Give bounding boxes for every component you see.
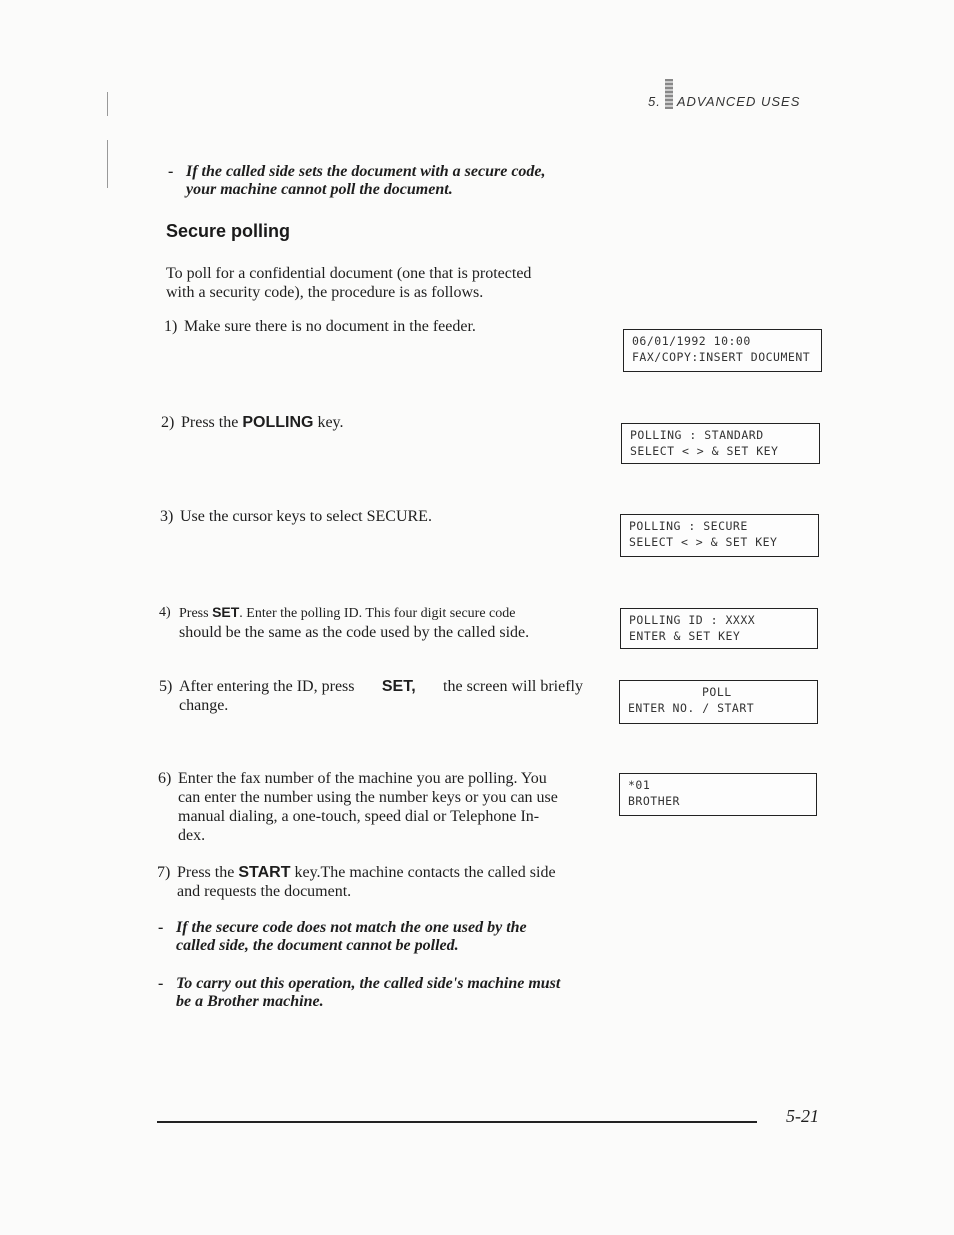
chapter-title: ADVANCED USES [676, 94, 801, 109]
lcd-line-1: *01 [628, 778, 651, 792]
note-line: If the secure code does not match the one used by the [176, 919, 527, 936]
step-number: 7) [157, 864, 171, 881]
step-7 [157, 863, 556, 901]
section-title: Secure polling [166, 221, 291, 241]
step-text-line2: change. [179, 697, 229, 714]
margin-mark [107, 140, 108, 188]
step-number: 6) [158, 770, 172, 787]
lcd-line-2: SELECT < > & SET KEY [629, 535, 778, 549]
step-4 [159, 603, 529, 642]
step-number: 5) [159, 678, 173, 695]
note-secure-code: - If the secure code does not match the one used by the called side, the document cannot be polled. [158, 919, 527, 954]
set-key-label: SET, [381, 678, 416, 695]
step-text: Use the cursor keys to select SECURE. [180, 508, 432, 525]
step-6 [158, 769, 558, 845]
step-text: After entering the ID, press [179, 678, 355, 695]
step-text: Press the [177, 864, 235, 881]
running-header [648, 94, 800, 109]
lcd-line-1: POLLING : STANDARD [630, 428, 764, 442]
lcd-line-1: POLLING : SECURE [629, 519, 748, 533]
footer-rule [157, 1121, 757, 1123]
note-line: be a Brother machine. [176, 993, 324, 1010]
page-number: 5-21 [786, 1106, 819, 1126]
lcd-display-brother [619, 773, 817, 816]
intro-line: with a security code), the procedure is as follows. [166, 284, 484, 301]
note-brother-machine: - To carry out this operation, the called side's machine must be a Brother machine. [158, 975, 561, 1010]
step-text: key.The machine contacts the called side [294, 864, 556, 881]
intro-line: To poll for a confidential document (one that is protected [166, 265, 532, 282]
step-text-line2: and requests the document. [177, 883, 352, 900]
step-text: Make sure there is no document in the feeder. [184, 318, 476, 335]
chapter-tab-marker [665, 79, 673, 109]
lcd-line-1: POLL [702, 685, 732, 699]
step-text: . Enter the polling ID. This four digit secure code [239, 606, 516, 621]
note-line: called side, the document cannot be polled. [176, 937, 459, 954]
margin-mark [107, 92, 108, 116]
note-top: - If the called side sets the document with a secure code, your machine cannot poll the document. [168, 163, 546, 198]
lcd-display-polling-id [620, 608, 818, 649]
lcd-display-poll [619, 680, 818, 724]
step-text: can enter the number using the number keys or you can use [178, 789, 558, 806]
step-5 [159, 677, 583, 715]
step-number: 4) [159, 605, 171, 620]
note-line: If the called side sets the document with a secure code, [186, 163, 546, 180]
note-line: your machine cannot poll the document. [186, 181, 453, 198]
set-key-label: SET [212, 604, 240, 620]
lcd-display-polling-secure [620, 514, 819, 557]
step-number: 3) [160, 508, 174, 525]
start-key-label: START [238, 864, 291, 881]
step-text-line2: should be the same as the code used by the called side. [179, 624, 530, 641]
polling-key-label: POLLING [242, 414, 314, 431]
step-1 [164, 317, 476, 336]
lcd-line-1: 06/01/1992 10:00 [632, 334, 751, 348]
lcd-line-1: POLLING ID : XXXX [629, 613, 756, 627]
step-text: manual dialing, a one-touch, speed dial or Telephone In- [178, 808, 540, 825]
step-number: 1) [164, 318, 178, 335]
lcd-line-2: FAX/COPY:INSERT DOCUMENT [632, 350, 811, 364]
lcd-display-polling-standard [621, 423, 820, 464]
step-3 [160, 507, 432, 526]
step-text: key. [317, 414, 344, 431]
step-2 [161, 413, 344, 432]
lcd-display-date [623, 329, 822, 372]
chapter-number: 5. [648, 94, 661, 109]
lcd-line-2: BROTHER [628, 794, 680, 808]
step-text: Press [179, 606, 209, 621]
step-text: the screen will briefly [443, 678, 583, 695]
step-text: dex. [178, 827, 206, 844]
lcd-line-2: ENTER & SET KEY [629, 629, 741, 643]
lcd-line-2: SELECT < > & SET KEY [630, 444, 779, 458]
note-line: To carry out this operation, the called side's machine must [176, 975, 561, 992]
intro-paragraph [166, 264, 531, 302]
lcd-line-2: ENTER NO. / START [628, 701, 755, 715]
step-text: Enter the fax number of the machine you are polling. You [178, 770, 547, 787]
step-text: Press the [181, 414, 239, 431]
step-number: 2) [161, 414, 175, 431]
